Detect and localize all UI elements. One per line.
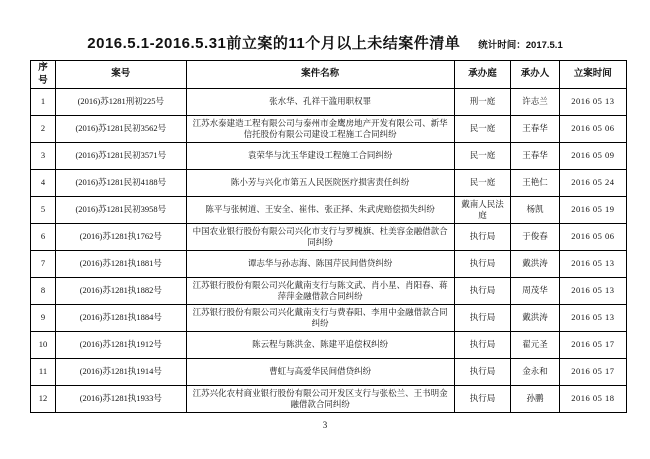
cell-handler: 杨凯 bbox=[511, 197, 559, 224]
cell-handler: 金永和 bbox=[511, 359, 559, 386]
cell-case-number: (2016)苏1281执1884号 bbox=[56, 305, 187, 332]
cell-handling-court: 执行局 bbox=[454, 251, 511, 278]
cell-handling-court: 执行局 bbox=[454, 332, 511, 359]
cell-handling-court: 民一庭 bbox=[454, 143, 511, 170]
cell-handler: 戴洪涛 bbox=[511, 305, 559, 332]
cell-case-name: 陈平与张树道、王安全、崔伟、张正择、朱武虎赔偿损失纠纷 bbox=[186, 197, 454, 224]
cell-filing-date: 2016 05 06 bbox=[559, 116, 626, 143]
header-filing-date: 立案时间 bbox=[559, 61, 626, 89]
cell-handling-court: 执行局 bbox=[454, 386, 511, 413]
table-row bbox=[31, 89, 627, 116]
table-row bbox=[31, 332, 627, 359]
cell-handling-court: 执行局 bbox=[454, 305, 511, 332]
cell-case-name: 江苏水泰建造工程有限公司与泰州市金鹰房地产开发有限公司、新华信托股份有限公司建设工程施工合同纠纷 bbox=[186, 116, 454, 143]
table-row bbox=[31, 278, 627, 305]
cell-handler: 王春华 bbox=[511, 143, 559, 170]
cell-handler: 孙鹏 bbox=[511, 386, 559, 413]
cell-handler: 于俊春 bbox=[511, 224, 559, 251]
cell-serial-number: 2 bbox=[31, 116, 56, 143]
cell-handling-court: 戴南人民法庭 bbox=[454, 197, 511, 224]
table-row bbox=[31, 305, 627, 332]
cell-serial-number: 11 bbox=[31, 359, 56, 386]
header-case-number: 案号 bbox=[56, 61, 187, 89]
cell-case-name: 江苏银行股份有限公司兴化戴南支行与陈文武、肖小星、肖阳春、蒋萍萍金融借款合同纠纷 bbox=[186, 278, 454, 305]
cell-case-name: 陈云程与陈洪金、陈建平追偿权纠纷 bbox=[186, 332, 454, 359]
header-handler: 承办人 bbox=[511, 61, 559, 89]
cell-case-number: (2016)苏1281执1912号 bbox=[56, 332, 187, 359]
cell-case-number: (2016)苏1281刑初225号 bbox=[56, 89, 187, 116]
cell-case-number: (2016)苏1281民初3958号 bbox=[56, 197, 187, 224]
table-row bbox=[31, 224, 627, 251]
cell-handler: 许志兰 bbox=[511, 89, 559, 116]
table-row bbox=[31, 143, 627, 170]
cell-case-number: (2016)苏1281执1881号 bbox=[56, 251, 187, 278]
cell-case-name: 袁荣华与沈玉华建设工程施工合同纠纷 bbox=[186, 143, 454, 170]
cell-filing-date: 2016 05 06 bbox=[559, 224, 626, 251]
cell-filing-date: 2016 05 13 bbox=[559, 278, 626, 305]
cell-case-name: 中国农业银行股份有限公司兴化市支行与罗槐旗、杜美容金融借款合同纠纷 bbox=[186, 224, 454, 251]
cell-serial-number: 10 bbox=[31, 332, 56, 359]
cell-case-number: (2016)苏1281执1914号 bbox=[56, 359, 187, 386]
cell-case-name: 谭志华与孙志海、陈国芹民间借贷纠纷 bbox=[186, 251, 454, 278]
cell-filing-date: 2016 05 17 bbox=[559, 359, 626, 386]
cell-handler: 戴洪涛 bbox=[511, 251, 559, 278]
cell-filing-date: 2016 05 17 bbox=[559, 332, 626, 359]
statistics-time-label: 统计时间：2017.5.1 bbox=[478, 40, 563, 51]
cell-handler: 王春华 bbox=[511, 116, 559, 143]
cell-case-number: (2016)苏1281民初3571号 bbox=[56, 143, 187, 170]
cell-case-number: (2016)苏1281执1933号 bbox=[56, 386, 187, 413]
cell-case-name: 陈小芳与兴化市第五人民医院医疗损害责任纠纷 bbox=[186, 170, 454, 197]
cell-filing-date: 2016 05 13 bbox=[559, 89, 626, 116]
cell-handling-court: 刑一庭 bbox=[454, 89, 511, 116]
cell-serial-number: 5 bbox=[31, 197, 56, 224]
cell-case-name: 江苏银行股份有限公司兴化戴南支行与费春阳、李用中金融借款合同纠纷 bbox=[186, 305, 454, 332]
cell-handler: 周茂华 bbox=[511, 278, 559, 305]
table-header-row bbox=[31, 61, 627, 89]
cell-filing-date: 2016 05 24 bbox=[559, 170, 626, 197]
cell-handler: 王艳仁 bbox=[511, 170, 559, 197]
cell-handling-court: 执行局 bbox=[454, 359, 511, 386]
table-row bbox=[31, 197, 627, 224]
cell-filing-date: 2016 05 13 bbox=[559, 251, 626, 278]
page-title: 2016.5.1-2016.5.31前立案的11个月以上未结案件清单 bbox=[87, 35, 461, 52]
cell-case-name: 张水华、孔祥干滥用职权罪 bbox=[186, 89, 454, 116]
cell-handling-court: 民一庭 bbox=[454, 170, 511, 197]
cell-serial-number: 4 bbox=[31, 170, 56, 197]
cell-serial-number: 9 bbox=[31, 305, 56, 332]
cell-filing-date: 2016 05 09 bbox=[559, 143, 626, 170]
table-row bbox=[31, 116, 627, 143]
cell-case-number: (2016)苏1281执1882号 bbox=[56, 278, 187, 305]
table-row bbox=[31, 251, 627, 278]
cell-filing-date: 2016 05 19 bbox=[559, 197, 626, 224]
cell-case-name: 曹虹与高爱华民间借贷纠纷 bbox=[186, 359, 454, 386]
cell-handling-court: 执行局 bbox=[454, 224, 511, 251]
header-serial-number: 序号 bbox=[31, 61, 56, 89]
cell-case-number: (2016)苏1281民初4188号 bbox=[56, 170, 187, 197]
header-case-name: 案件名称 bbox=[186, 61, 454, 89]
table-row bbox=[31, 359, 627, 386]
cell-filing-date: 2016 05 13 bbox=[559, 305, 626, 332]
page-number: 3 bbox=[322, 420, 328, 430]
cell-case-name: 江苏兴化农村商业银行股份有限公司开发区支行与张松兰、王书明金融借款合同纠纷 bbox=[186, 386, 454, 413]
cell-handler: 翟元圣 bbox=[511, 332, 559, 359]
case-list-table bbox=[30, 60, 627, 413]
cell-serial-number: 1 bbox=[31, 89, 56, 116]
cell-serial-number: 7 bbox=[31, 251, 56, 278]
cell-case-number: (2016)苏1281执1762号 bbox=[56, 224, 187, 251]
cell-handling-court: 民一庭 bbox=[454, 116, 511, 143]
cell-filing-date: 2016 05 18 bbox=[559, 386, 626, 413]
cell-serial-number: 6 bbox=[31, 224, 56, 251]
table-row bbox=[31, 170, 627, 197]
cell-handling-court: 执行局 bbox=[454, 278, 511, 305]
header-handling-court: 承办庭 bbox=[454, 61, 511, 89]
title-bar bbox=[0, 32, 650, 53]
table-row bbox=[31, 386, 627, 413]
cell-serial-number: 8 bbox=[31, 278, 56, 305]
cell-case-number: (2016)苏1281民初3562号 bbox=[56, 116, 187, 143]
cell-serial-number: 3 bbox=[31, 143, 56, 170]
cell-serial-number: 12 bbox=[31, 386, 56, 413]
